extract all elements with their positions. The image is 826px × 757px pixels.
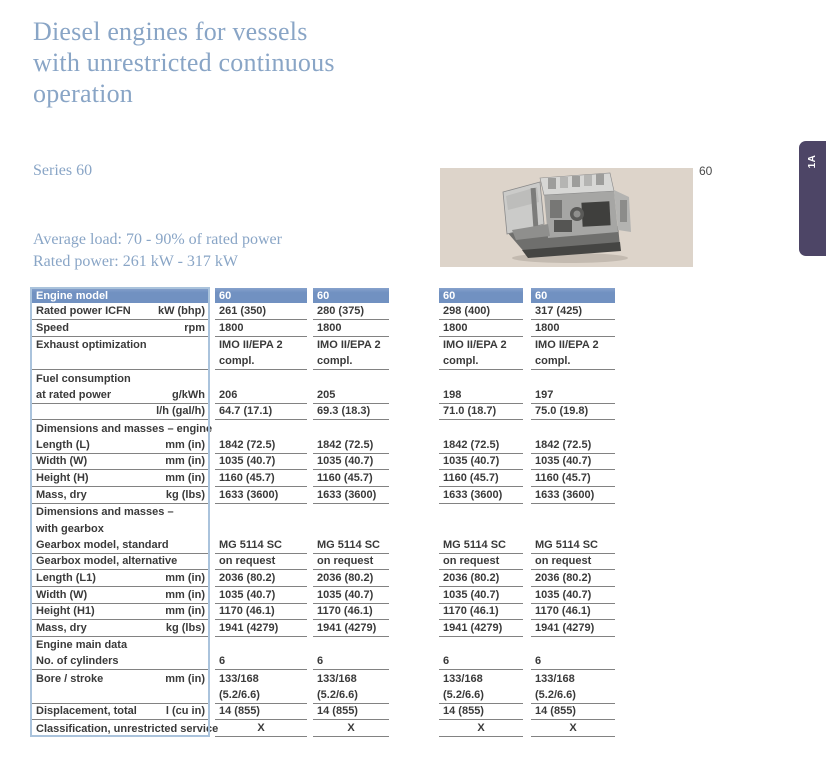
cell-value: MG 5114 SC (439, 537, 523, 554)
row-label: Gearbox model, alternative (36, 555, 178, 568)
table-row (30, 654, 626, 671)
cell-value: 14 (855) (215, 704, 307, 721)
table-row (30, 637, 626, 654)
row-label-cell (32, 437, 208, 454)
cell-value: 2036 (80.2) (313, 570, 389, 587)
cell-value: 1842 (72.5) (313, 437, 389, 454)
column-header-cell: 60 (439, 288, 523, 303)
table-row (30, 504, 626, 521)
row-label: Displacement, total (36, 705, 137, 718)
row-label-cell (32, 620, 208, 637)
table-row (30, 570, 626, 587)
page-title (33, 16, 335, 109)
cell-value: (5.2/6.6) (313, 687, 389, 704)
cell-value (439, 370, 523, 387)
cell-value: IMO II/EPA 2 (317, 339, 381, 352)
row-unit: mm (in) (165, 605, 205, 618)
row-label: Width (W) (36, 588, 88, 601)
cell-value (313, 637, 389, 654)
row-label-cell (32, 354, 208, 371)
cell-value: compl. (313, 354, 389, 371)
row-unit: kg (lbs) (165, 488, 205, 501)
cell-value: 1800 (215, 320, 307, 337)
cell-value: 1035 (40.7) (313, 454, 389, 471)
table-row (30, 554, 626, 571)
cell-value: 1941 (4279) (531, 620, 615, 637)
cell-value: 133/168 (317, 672, 357, 685)
table-row (30, 320, 626, 337)
row-label: Bore / stroke (36, 672, 104, 685)
cell-value: on request (313, 554, 389, 571)
cell-value: 1633 (3600) (439, 487, 523, 504)
cell-value: 133/168 (443, 672, 483, 685)
engine-photo (440, 168, 693, 267)
page-title-line: operation (33, 79, 133, 108)
cell-value: 1941 (4279) (313, 620, 389, 637)
cell-value: MG 5114 SC (313, 537, 389, 554)
cell-value (215, 637, 307, 654)
row-label-cell (32, 487, 208, 504)
cell-value: 1633 (3600) (215, 487, 307, 504)
cell-value: on request (439, 554, 523, 571)
cell-value (313, 370, 389, 387)
cell-value: 1842 (72.5) (531, 437, 615, 454)
cell-value: 1035 (40.7) (531, 587, 615, 604)
cell-value: IMO II/EPA 2 (219, 339, 283, 352)
row-label-cell (32, 304, 208, 321)
row-label-cell (32, 604, 208, 621)
cell-value: 1035 (40.7) (215, 587, 307, 604)
row-label: Mass, dry (36, 622, 87, 635)
table-row (30, 304, 626, 321)
row-label: Engine main data (36, 639, 128, 652)
cell-value: 198 (439, 387, 523, 404)
cell-value: 1170 (46.1) (313, 604, 389, 621)
cell-value: 2036 (80.2) (439, 570, 523, 587)
cell-value: 75.0 (19.8) (531, 404, 615, 421)
cell-value: 1633 (3600) (531, 487, 615, 504)
figure-caption: 60 (699, 164, 713, 178)
row-label: Dimensions and masses – (36, 505, 174, 518)
cell-value (439, 637, 523, 654)
power-summary (33, 229, 282, 273)
page-title-line: with unrestricted continuous (33, 48, 335, 77)
row-unit: rpm (184, 322, 205, 335)
cell-value: 1035 (40.7) (313, 587, 389, 604)
row-label-cell (32, 370, 208, 387)
row-label-cell (32, 288, 208, 303)
cell-value: 1035 (40.7) (439, 587, 523, 604)
table-row (30, 437, 626, 454)
row-label-cell (32, 720, 219, 737)
cell-value: 1800 (439, 320, 523, 337)
cell-value: 1633 (3600) (313, 487, 389, 504)
row-label: Height (H1) (36, 605, 95, 618)
row-label: No. of cylinders (36, 655, 119, 668)
cell-value: (5.2/6.6) (439, 687, 523, 704)
row-label: Width (W) (36, 455, 88, 468)
average-load-line: Average load: 70 - 90% of rated power (33, 231, 282, 248)
cell-value (215, 504, 307, 521)
cell-value: X (215, 720, 307, 737)
cell-value: 1842 (72.5) (215, 437, 307, 454)
cell-value: 2036 (80.2) (531, 570, 615, 587)
cell-value (215, 420, 307, 437)
cell-value: 6 (439, 654, 523, 671)
cell-value: X (531, 720, 615, 737)
table-row (30, 487, 626, 504)
row-unit: mm (in) (165, 438, 205, 451)
cell-value: 2036 (80.2) (215, 570, 307, 587)
cell-value: 64.7 (17.1) (215, 404, 307, 421)
row-label-cell (32, 704, 208, 721)
cell-value: 1160 (45.7) (215, 470, 307, 487)
cell-value: IMO II/EPA 2 (443, 339, 507, 352)
row-label: Speed (36, 322, 70, 335)
row-label-cell (32, 570, 208, 587)
cell-value (439, 504, 523, 521)
cell-value: 1035 (40.7) (531, 454, 615, 471)
cell-value (313, 420, 389, 437)
row-unit: l/h (gal/h) (156, 405, 205, 418)
cell-value: 133/168 (219, 672, 259, 685)
cell-value: 1170 (46.1) (215, 604, 307, 621)
cell-value (313, 520, 389, 537)
column-header-cell: 60 (531, 288, 615, 303)
cell-value: X (313, 720, 389, 737)
row-label: Classification, unrestricted service (36, 722, 219, 735)
row-label: Gearbox model, standard (36, 538, 169, 551)
cell-value: 1842 (72.5) (439, 437, 523, 454)
table-row (30, 420, 626, 437)
table-row (30, 404, 626, 421)
cell-value: MG 5114 SC (531, 537, 615, 554)
row-label: Dimensions and masses – engine (36, 422, 213, 435)
row-label: Engine model (36, 289, 109, 302)
row-label-cell (32, 337, 208, 354)
cell-value: compl. (531, 354, 615, 371)
page-title-line: Diesel engines for vessels (33, 17, 308, 46)
row-label: Exhaust optimization (36, 339, 147, 352)
cell-value (439, 520, 523, 537)
table-row (30, 704, 626, 721)
row-label-cell (32, 670, 208, 687)
table-row (30, 387, 626, 404)
table-row (30, 520, 626, 537)
cell-value (531, 520, 615, 537)
row-label-cell (32, 387, 208, 404)
row-label-cell (32, 554, 208, 571)
row-label-cell (32, 687, 208, 704)
cell-value (439, 420, 523, 437)
section-tab-1a (799, 141, 826, 256)
spec-table (30, 287, 626, 737)
cell-value: (5.2/6.6) (215, 687, 307, 704)
cell-value: 197 (531, 387, 615, 404)
row-label-cell (32, 537, 208, 554)
cell-value: 1035 (40.7) (439, 454, 523, 471)
series-label: Series 60 (33, 162, 93, 179)
row-label: with gearbox (36, 522, 104, 535)
row-label-cell (32, 637, 208, 654)
table-row (30, 687, 626, 704)
row-label: Length (L1) (36, 572, 96, 585)
row-label-cell (32, 587, 208, 604)
row-label: Rated power ICFN (36, 305, 131, 318)
table-row (30, 604, 626, 621)
table-row (30, 620, 626, 637)
cell-value (215, 520, 307, 537)
rated-power-line: Rated power: 261 kW - 317 kW (33, 253, 238, 270)
row-unit: mm (in) (165, 672, 205, 685)
cell-value: 1800 (531, 320, 615, 337)
table-row (30, 370, 626, 387)
cell-value: 280 (375) (313, 304, 389, 321)
cell-value (531, 420, 615, 437)
table-row (30, 720, 626, 737)
row-label: Mass, dry (36, 488, 87, 501)
table-row (30, 587, 626, 604)
cell-value: 6 (215, 654, 307, 671)
row-label: at rated power (36, 388, 112, 401)
row-unit: mm (in) (165, 472, 205, 485)
cell-value: 261 (350) (215, 304, 307, 321)
table-row (30, 537, 626, 554)
row-label: Height (H) (36, 472, 89, 485)
cell-value (531, 637, 615, 654)
cell-value: 1160 (45.7) (313, 470, 389, 487)
cell-value (313, 504, 389, 521)
table-row (30, 337, 626, 354)
cell-value: 14 (855) (439, 704, 523, 721)
row-label-cell (32, 404, 208, 421)
cell-value: 1160 (45.7) (531, 470, 615, 487)
cell-value (215, 370, 307, 387)
cell-value: 1941 (4279) (215, 620, 307, 637)
row-unit: kg (lbs) (165, 622, 205, 635)
cell-value: 1941 (4279) (439, 620, 523, 637)
cell-value (531, 504, 615, 521)
cell-value: 71.0 (18.7) (439, 404, 523, 421)
row-label-cell (32, 654, 208, 671)
column-header-cell: 60 (313, 288, 389, 303)
cell-value: on request (531, 554, 615, 571)
cell-value: 14 (855) (313, 704, 389, 721)
cell-value: compl. (215, 354, 307, 371)
cell-value: 14 (855) (531, 704, 615, 721)
cell-value: X (439, 720, 523, 737)
row-unit: mm (in) (165, 455, 205, 468)
row-label-cell (32, 454, 208, 471)
row-label-cell (32, 470, 208, 487)
row-label-cell (32, 320, 208, 337)
cell-value: 298 (400) (439, 304, 523, 321)
cell-value: 1035 (40.7) (215, 454, 307, 471)
cell-value: 6 (531, 654, 615, 671)
cell-value: 1170 (46.1) (439, 604, 523, 621)
row-label: Length (L) (36, 438, 90, 451)
cell-value: MG 5114 SC (215, 537, 307, 554)
cell-value: 206 (215, 387, 307, 404)
cell-value (531, 370, 615, 387)
cell-value: IMO II/EPA 2 (535, 339, 599, 352)
row-unit: mm (in) (165, 588, 205, 601)
cell-value: 1800 (313, 320, 389, 337)
engine-illustration (498, 170, 643, 265)
table-row (30, 287, 626, 304)
row-label: Fuel consumption (36, 372, 131, 385)
cell-value: (5.2/6.6) (531, 687, 615, 704)
table-row (30, 470, 626, 487)
cell-value: 1170 (46.1) (531, 604, 615, 621)
cell-value: 6 (313, 654, 389, 671)
section-tab-label: 1A (807, 154, 818, 169)
cell-value: 69.3 (18.3) (313, 404, 389, 421)
table-row (30, 454, 626, 471)
cell-value: 317 (425) (531, 304, 615, 321)
table-row (30, 670, 626, 687)
row-label-cell (32, 420, 213, 437)
cell-value: 205 (313, 387, 389, 404)
cell-value: on request (215, 554, 307, 571)
row-unit: kW (bhp) (157, 305, 205, 318)
row-label-cell (32, 520, 208, 537)
cell-value: 1160 (45.7) (439, 470, 523, 487)
table-row (30, 354, 626, 371)
row-unit: mm (in) (165, 572, 205, 585)
cell-value: 133/168 (535, 672, 575, 685)
cell-value: compl. (439, 354, 523, 371)
row-unit: g/kWh (172, 388, 205, 401)
column-header-cell: 60 (215, 288, 307, 303)
row-unit: l (cu in) (165, 705, 205, 718)
row-label-cell (32, 504, 208, 521)
